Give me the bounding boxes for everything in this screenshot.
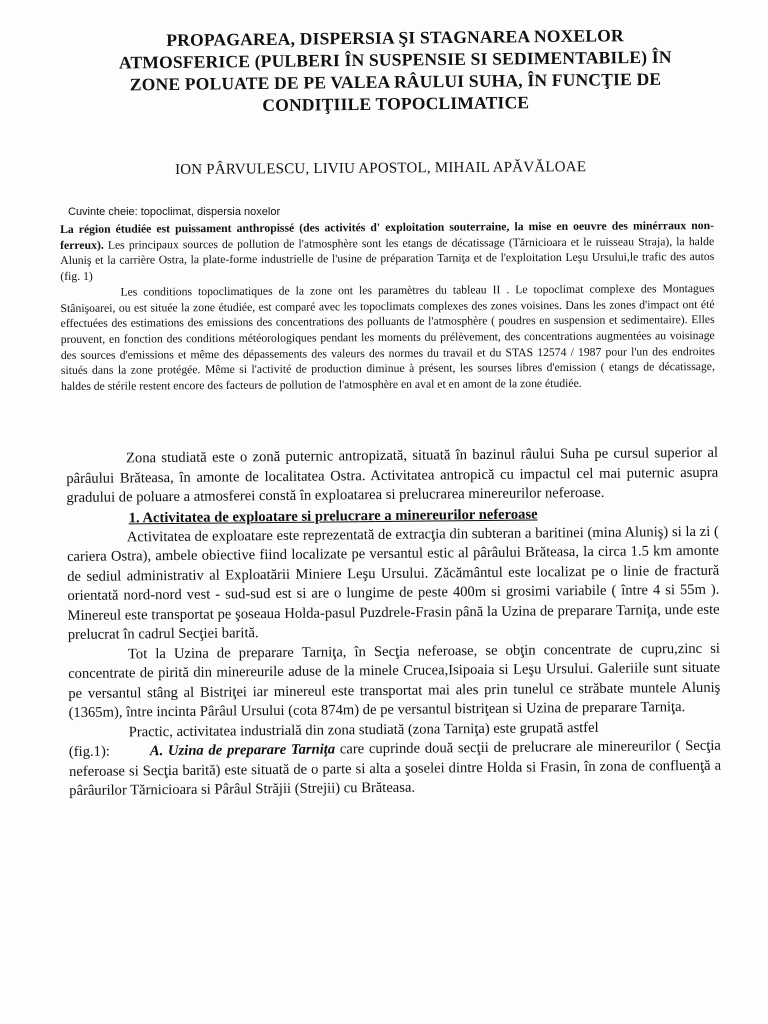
subsection-text: care cuprinde două secţii de prelucrare ale minereurilor ( Secţia neferoase si Secţia barită) este situată de o parte si alta a şoselei dintre Holda si Frasin, în zona de confluenţă a pârâurilor Tărnicioara si Pârâul Străjii (Strejii) cu Brăteasa. <box>69 737 722 799</box>
section-paragraph-2: Tot la Uzina de preparare Tarniţa, în Secţia neferoase, se obţin concentrate de cupru,zinc si concentrate de pirită din minereurile aduse de la minele Crucea,Isipoaia si Leşu Ursului. Galeriile sunt situate pe versantul stâng al Bistriţei iar minereul este transportat mai ales prin tunelul ce străbate muntele Aluniş (1365m), între incinta Pârâul Ursului (cota 874m) de pe versantul bistriţean si Uzina de preparare Tarniţa. <box>68 640 721 721</box>
abstract-bold-lead: La région étudiée est puissament anthropissé (des activités d' exploitation souterraine, la mise en oeuvre des minérraux non-ferreux). <box>60 219 715 252</box>
title-line-1: PROPAGAREA, DISPERSIA ŞI STAGNAREA NOXELOR <box>166 25 624 50</box>
title-line-4: CONDIŢIILE TOPOCLIMATICE <box>262 92 530 115</box>
abstract-p1-text: Les principaux sources de pollution de l'atmosphère sont les etangs de décatissage (Tărnicioara et le ruisseau Straja), la halde Aluniş et la carrière Ostra, la plate-forme industrielle de l'usine de préparation Tarniţa et de l'exploitation Leşu Ursului,le trafic des autos (fig. 1) <box>60 234 715 284</box>
subsection-title: A. Uzina de preparare Tarniţa <box>149 741 336 760</box>
title-line-2: ATMOSFERICE (PULBERI ÎN SUSPENSIE SI SEDIMENTABILE) ÎN <box>118 46 672 73</box>
section-paragraph-1: Activitatea de exploatare este reprezentată de extracţia din subteran a baritinei (mina Aluniş) si la zi ( cariera Ostra), ambele obiective fiind localizate pe versantul estic al pârâului Brăteasa, la circa 1.5 km amonte de sediul administrativ al Exploatării Miniere Leşu Ursului. Zăcământul este localizat pe o linie de fractură orientată nord-nord vest - sud-sud est si are o lungime de peste 400m si grosimi variabile ( între 4 si 55m ). Minereul este transportat pe şoseaua Holda-pasul Puzdrele-Frasin până la Uzina de preparare Tarniţa, unde este prelucrat în cadrul Secţiei barită. <box>66 523 720 643</box>
section-paragraph-3: Practic, activitatea industrială din zona studiată (zona Tarniţa) este grupată astfel <box>128 719 599 740</box>
abstract-paragraph-1 <box>60 218 714 285</box>
keywords-text: topoclimat, dispersia noxelor <box>140 206 281 218</box>
author-list: ION PÂRVULESCU, LIVIU APOSTOL, MIHAIL APĂVĂLOAE <box>175 159 587 178</box>
abstract-paragraph-2: Les conditions topoclimatiques de la zone ont les paramètres du tableau II . Le topoclimat complexe des Montagues Stânişoarei, ou est située la zone étudiée, est comparé avec les topoclimats complexes des zones voisines. Dans les zones d'impact ont été effectuées des estimations des emissions des concentrations des polluants de l'atmosphère ( poudres en suspension et sedimentaire). Elles prouvent, en fonction des conditions météorologiques pendant les moments du prélèvement, des concentrations augmentées au voisinage des sources d'emissions et même des dépassements des valeurs des normes du travail et du STAS 12574 / 1987 pour l'un des endroites situés dans la zone protégée. Même si l'activité de production diminue à présent, les sourses libres d'emission ( etangs de décatissage, haldes de stérile restent encore des facteurs de pollution de l'atmosphère en aval et en amont de la zone étudiée. <box>60 281 715 394</box>
abstract <box>60 218 715 395</box>
paper-title <box>70 23 721 118</box>
figure-reference: (fig.1): <box>68 743 110 760</box>
body-text <box>66 444 721 802</box>
keywords-label: Cuvinte cheie: <box>68 206 138 218</box>
section-heading: 1. Activitatea de exploatare si prelucrare a minereurilor neferoase <box>128 505 538 526</box>
intro-paragraph: Zona studiată este o zonă puternic antropizată, situată în bazinul râului Suha pe cursul superior al pârâului Brăteasa, în amonte de localitatea Ostra. Activitatea antropică cu impactul cel mai puternic asupra gradului de poluare a atmosferei constă în exploatarea si prelucrarea minereurilor neferoase. <box>66 444 719 506</box>
keywords <box>68 206 283 218</box>
section-paragraph-4 <box>69 737 722 802</box>
title-line-3: ZONE POLUATE DE PE VALEA RÂULUI SUHA, ÎN FUNCŢIE DE <box>129 68 662 95</box>
